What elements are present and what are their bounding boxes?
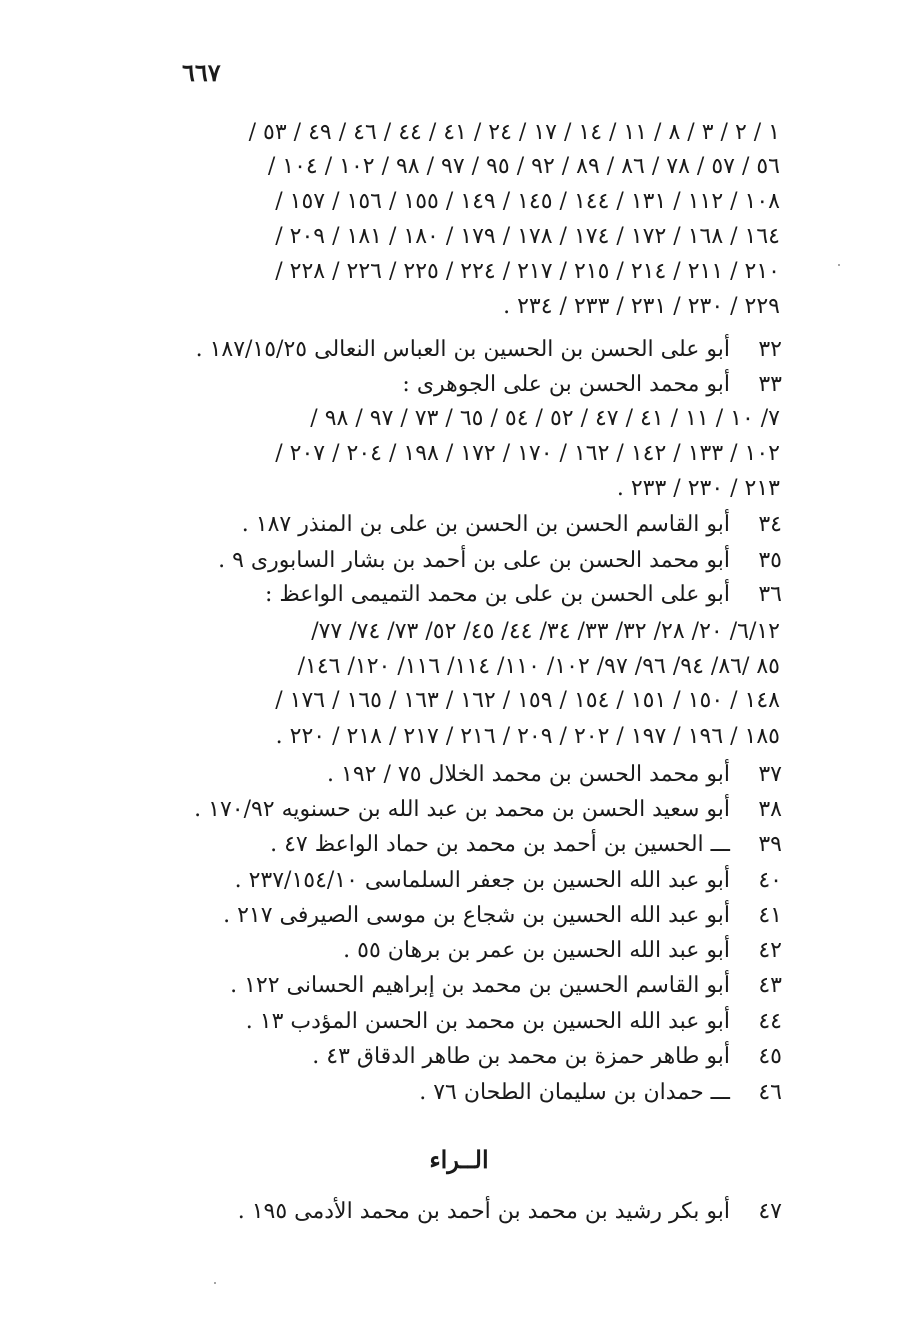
entry-text: أبو عبد الله الحسين بن جعفر السلماسى ٢٣٧/١٥٤/١٠ . (234, 868, 730, 893)
entry-text: أبو على الحسن بن الحسين بن العباس النعالى ١٨٧/١٥/٢٥ . (195, 337, 730, 362)
ref-line-text: ٢٢٩ / ٢٣٠ / ٢٣١ / ٢٣٣ / ٢٣٤ . (503, 294, 780, 319)
entry-36 (0, 578, 918, 612)
entry-46 (0, 1076, 918, 1110)
page-number: ٦٦٧ (182, 58, 221, 87)
entry-text: ـــ الحسين بن أحمد بن محمد بن حماد الواعظ ٤٧ . (270, 832, 730, 857)
ref-line-text: ١٠٢ / ١٣٣ / ١٤٢ / ١٦٢ / ١٧٠ / ١٧٢ / ١٩٨ / ٢٠٤ / ٢٠٧ / (275, 441, 780, 466)
entry-32 (0, 333, 918, 367)
entry-37 (0, 758, 918, 792)
entry-text: أبو عبد الله الحسين بن محمد بن الحسن المؤدب ١٣ . (245, 1009, 730, 1034)
entry-number: ٤٤ (758, 1009, 782, 1034)
entry-text: أبو بكر رشيد بن محمد بن أحمد بن محمد الأدمى ١٩٥ . (237, 1199, 730, 1224)
entry-text: أبو القاسم الحسن بن الحسن بن على بن المنذر ١٨٧ . (241, 512, 730, 537)
entry-text: أبو محمد الحسن بن محمد الخلال ٧٥ / ١٩٢ . (327, 762, 730, 787)
entry-40 (0, 864, 918, 898)
scan-speck (214, 1282, 216, 1284)
entry-number: ٣٨ (758, 797, 782, 822)
entry-number: ٣٥ (758, 548, 782, 573)
ref-line (0, 720, 918, 754)
ref-line-text: ١٠٨ / ١١٢ / ١٣١ / ١٤٤ / ١٤٥ / ١٤٩ / ١٥٥ / ١٥٦ / ١٥٧ / (275, 189, 780, 214)
entry-41 (0, 899, 918, 933)
entry-39 (0, 828, 918, 862)
ref-line-text: ٢١٠ / ٢١١ / ٢١٤ / ٢١٥ / ٢١٧ / ٢٢٤ / ٢٢٥ / ٢٢٦ / ٢٢٨ / (275, 259, 780, 284)
ref-line-text: ٥٦ / ٥٧ / ٧٨ / ٨٦ / ٨٩ / ٩٢ / ٩٥ / ٩٧ / ٩٨ / ١٠٢ / ١٠٤ / (267, 154, 780, 179)
entry-number: ٤٠ (758, 868, 782, 893)
entry-42 (0, 934, 918, 968)
ref-line (0, 220, 918, 254)
entry-text: أبو سعيد الحسن بن محمد بن عبد الله بن حسنويه ١٧٠/٩٢ . (194, 797, 730, 822)
entry-number: ٤٦ (758, 1080, 782, 1105)
entry-text: أبو عبد الله الحسين بن شجاع بن موسى الصيرفى ٢١٧ . (223, 903, 730, 928)
entry-number: ٤٢ (758, 938, 782, 963)
entry-text: أبو طاهر حمزة بن محمد بن طاهر الدقاق ٤٣ . (312, 1044, 730, 1069)
ref-line-text: ٨٥ /٨٦/ ٩٤/ ٩٦/ ٩٧/ ١٠٢/ ١١٠/ ١١٤/ ١١٦/ ١٢٠/ ١٤٦/ (297, 654, 780, 679)
entry-text: ـــ حمدان بن سليمان الطحان ٧٦ . (419, 1080, 730, 1105)
entry-number: ٣٤ (758, 512, 782, 537)
ref-line (0, 255, 918, 289)
entry-text: أبو على الحسن بن على بن محمد التميمى الواعظ : (265, 582, 730, 607)
ref-line-text: ١٤٨ / ١٥٠ / ١٥١ / ١٥٤ / ١٥٩ / ١٦٢ / ١٦٣ / ١٦٥ / ١٧٦ / (275, 688, 780, 713)
ref-line-text: ٦/١٢/ ٢٠/ ٢٨/ ٣٢/ ٣٣/ ٣٤/ ٤٤/ ٤٥/ ٥٢/ ٧٣/ ٧٤/ ٧٧/ (311, 619, 780, 644)
ref-line (0, 150, 918, 184)
ref-line-text: ٧/ ١٠ / ١١ / ٤١ / ٤٧ / ٥٢ / ٥٤ / ٦٥ / ٧٣ / ٩٧ / ٩٨ / (310, 406, 780, 431)
ref-line-text: ١٨٥ / ١٩٦ / ١٩٧ / ٢٠٢ / ٢٠٩ / ٢١٦ / ٢١٧ / ٢١٨ / ٢٢٠ . (275, 724, 780, 749)
ref-line-text: ١٦٤ / ١٦٨ / ١٧٢ / ١٧٤ / ١٧٨ / ١٧٩ / ١٨٠ / ١٨١ / ٢٠٩ / (275, 224, 780, 249)
ref-line (0, 684, 918, 718)
entry-text: أبو عبد الله الحسين بن عمر بن برهان ٥٥ . (343, 938, 730, 963)
entry-number: ٤٣ (758, 973, 782, 998)
ref-line-text: ٢١٣ / ٢٣٠ / ٢٣٣ . (616, 476, 780, 501)
entry-38 (0, 793, 918, 827)
ref-line (0, 472, 918, 506)
entry-text: أبو القاسم الحسين بن محمد بن إبراهيم الحسانى ١٢٢ . (230, 973, 730, 998)
entry-33 (0, 368, 918, 402)
ref-line (0, 402, 918, 436)
entry-47 (0, 1195, 918, 1229)
entry-number: ٣٢ (758, 337, 782, 362)
ref-line (0, 116, 918, 150)
entry-34 (0, 508, 918, 542)
entry-number: ٤٧ (758, 1199, 782, 1224)
ref-line (0, 185, 918, 219)
entry-number: ٣٧ (758, 762, 782, 787)
ref-line-text: ١ / ٢ / ٣ / ٨ / ١١ / ١٤ / ١٧ / ٢٤ / ٤١ / ٤٤ / ٤٦ / ٤٩ / ٥٣ / (248, 120, 780, 145)
entry-number: ٤١ (758, 903, 782, 928)
entry-number: ٣٦ (758, 582, 782, 607)
entry-text: أبو محمد الحسن بن على الجوهرى : (402, 372, 730, 397)
entry-number: ٣٩ (758, 832, 782, 857)
ref-line (0, 437, 918, 471)
entry-43 (0, 969, 918, 1003)
ref-line (0, 615, 918, 649)
entry-text: أبو محمد الحسن بن على بن أحمد بن بشار السابورى ٩ . (218, 548, 730, 573)
ref-line (0, 650, 918, 684)
ref-line (0, 290, 918, 324)
scan-speck (838, 264, 840, 266)
entry-44 (0, 1005, 918, 1039)
section-heading: الــراء (429, 1145, 489, 1174)
entry-35 (0, 544, 918, 578)
entry-number: ٤٥ (758, 1044, 782, 1069)
entry-number: ٣٣ (758, 372, 782, 397)
entry-45 (0, 1040, 918, 1074)
